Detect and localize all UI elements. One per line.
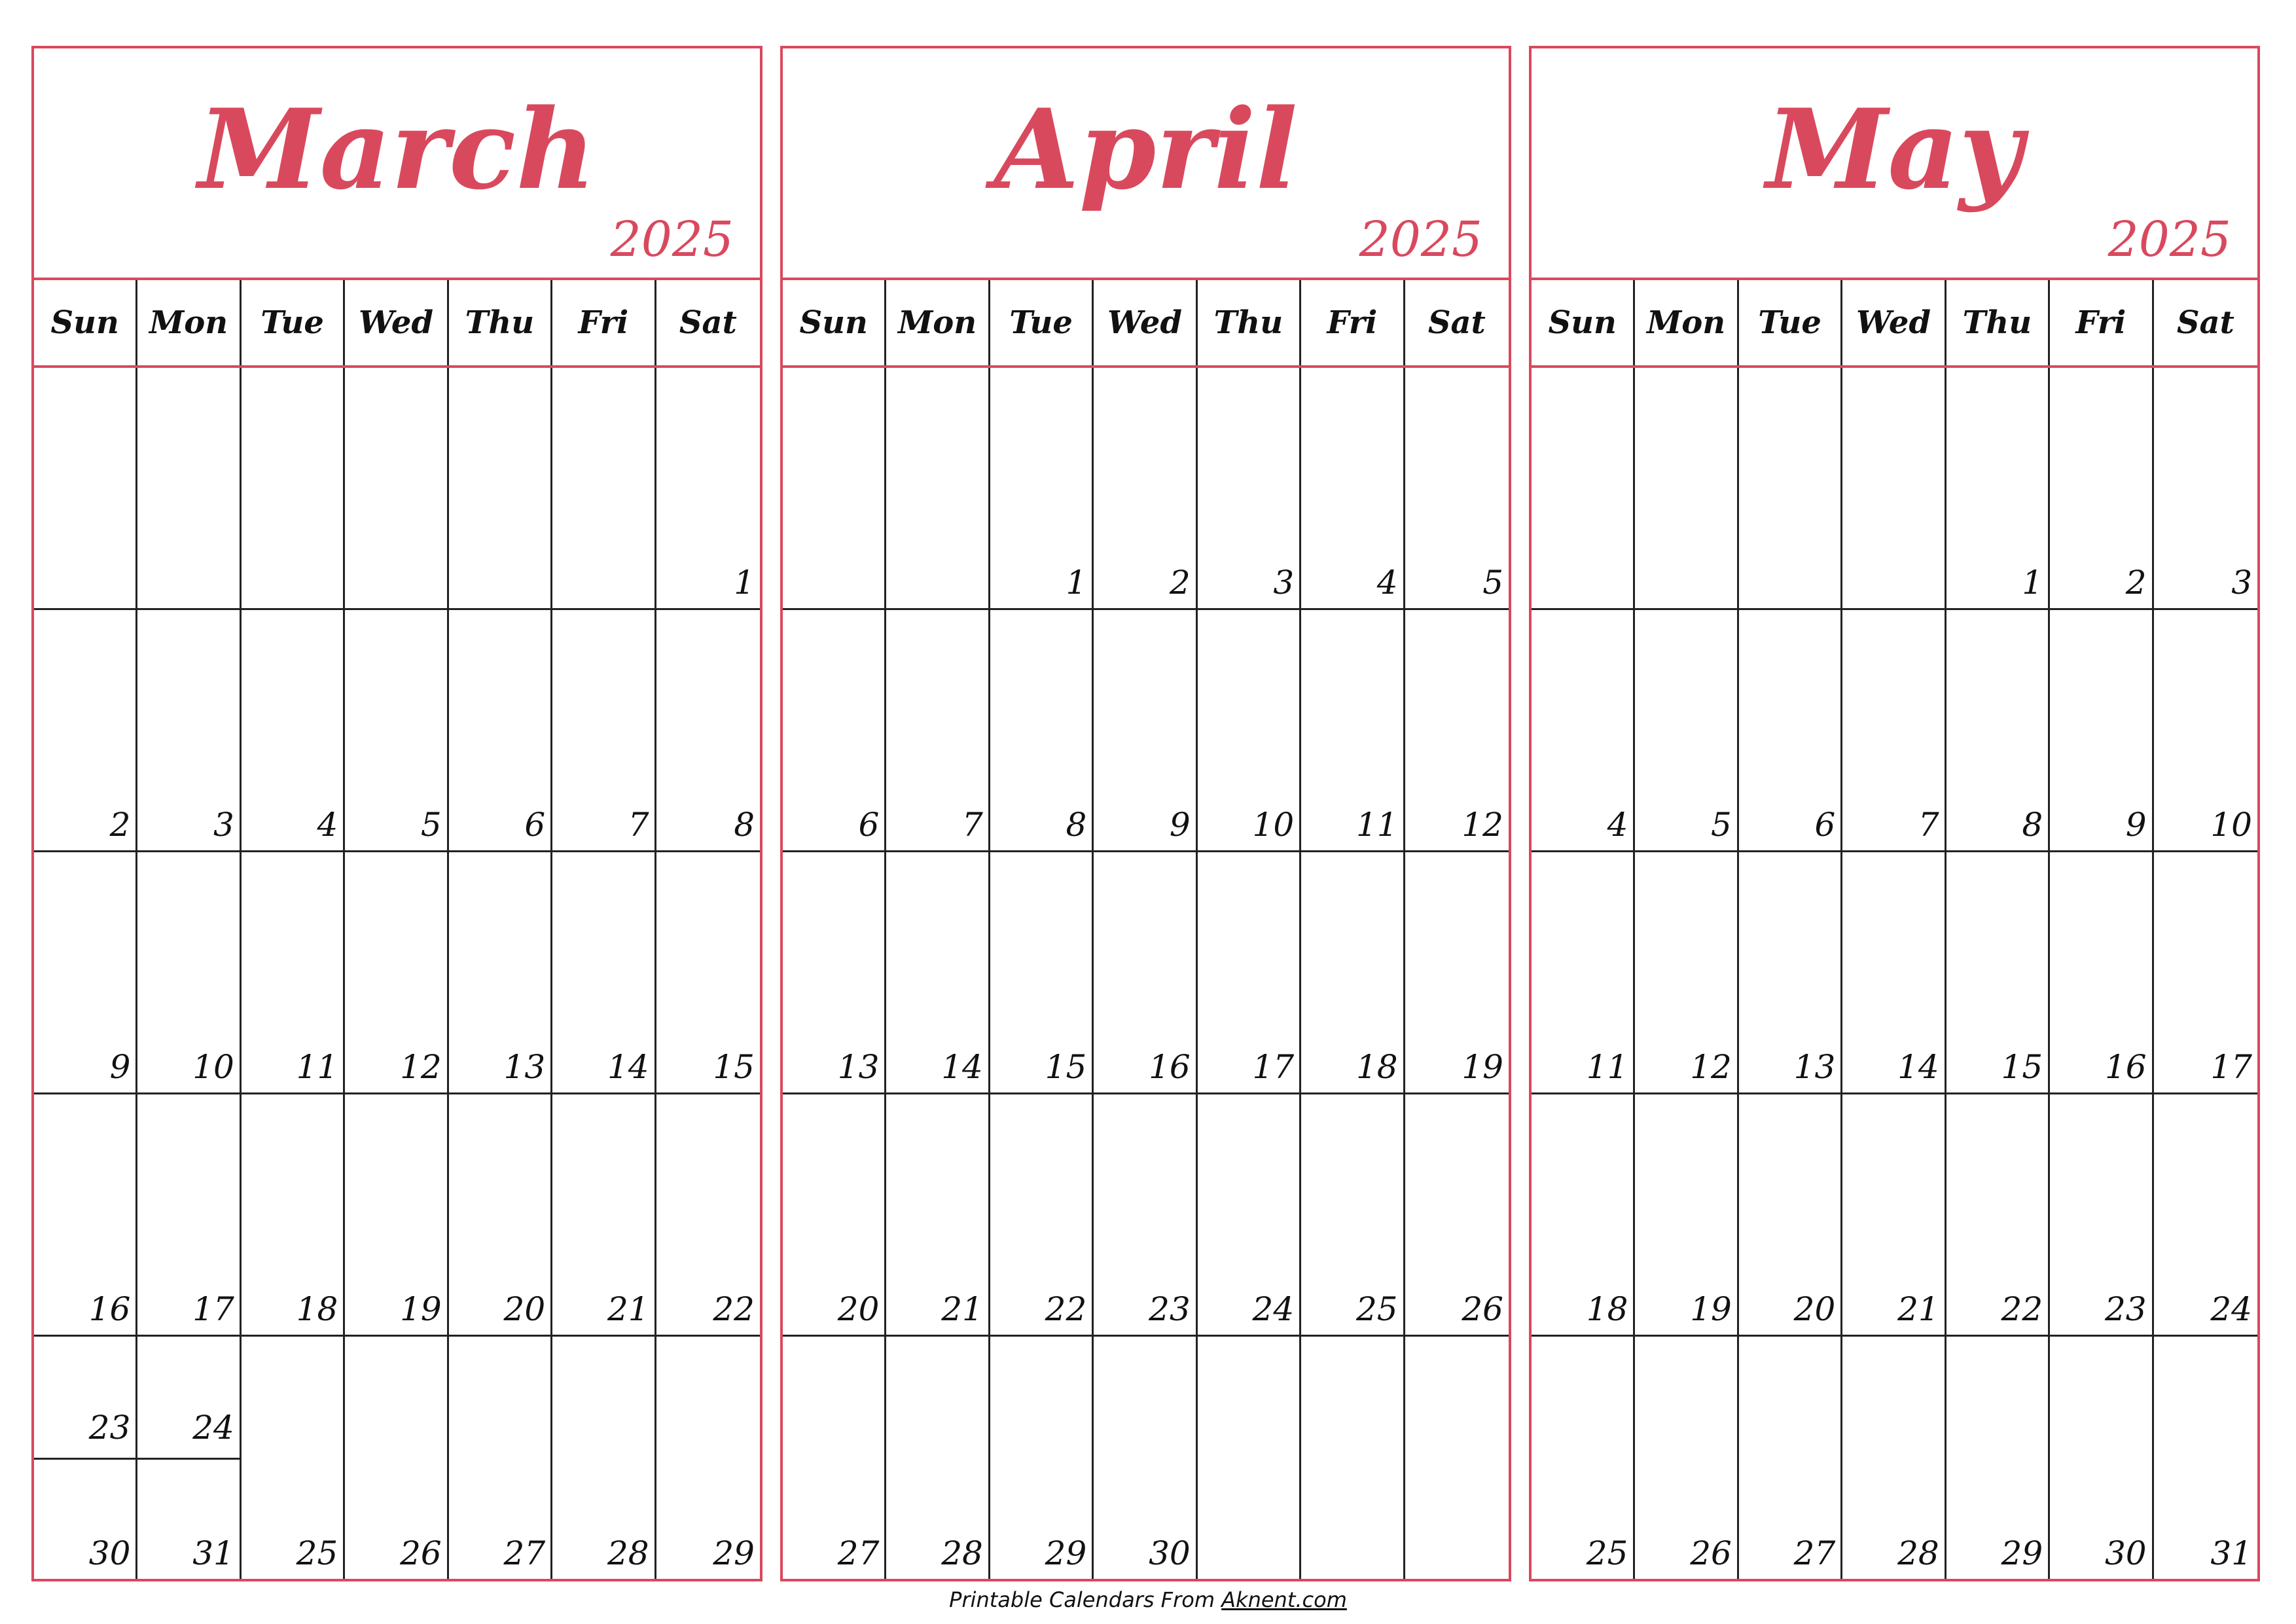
day-cell [1739,852,1842,1094]
day-cell [1635,1337,1738,1579]
day-cell [34,368,137,610]
day-number: 25 [1586,1534,1628,1572]
day-number: 6 [524,806,546,844]
month-panel-march [31,46,762,1581]
day-cell [449,1337,552,1579]
day-cell [1301,610,1405,852]
day-number: 25 [1355,1290,1398,1328]
day-cell [1739,1094,1842,1337]
day-number: 20 [1793,1290,1836,1328]
weekday-tue: Tue [990,280,1094,365]
day-number: 3 [1273,564,1295,602]
weekday-fri: Fri [552,280,656,365]
day-cell [1405,1094,1509,1337]
day-cell [1301,852,1405,1094]
day-cell [242,852,345,1094]
day-number: 5 [420,806,442,844]
day-number: 4 [1376,564,1398,602]
day-number: 15 [1045,1048,1087,1086]
day-number: 7 [628,806,649,844]
day-cell [1739,610,1842,852]
day-cell [2154,610,2257,852]
day-number: 24 [192,1409,234,1447]
weekday-mon: Mon [137,280,241,365]
month-header [1532,48,2257,280]
weekday-header-row [1532,280,2257,368]
day-number: 30 [2104,1534,2147,1572]
weekday-fri: Fri [1301,280,1405,365]
day-number: 23 [2104,1290,2147,1328]
day-number: 18 [1586,1290,1628,1328]
day-cell [1946,852,2050,1094]
weekday-sat: Sat [2176,304,2234,341]
weekday-header-row [783,280,1509,368]
day-number: 1 [734,564,755,602]
day-cell [1635,368,1738,610]
day-number: 10 [192,1048,234,1086]
day-number: 27 [837,1534,880,1572]
day-number: 14 [607,1048,649,1086]
day-number: 21 [941,1290,983,1328]
day-cell [656,368,760,610]
day-number: 17 [1252,1048,1295,1086]
day-number: 1 [1066,564,1087,602]
day-cell [2050,1337,2153,1579]
day-cell [1635,852,1738,1094]
day-number: 15 [2001,1048,2043,1086]
day-cell [345,1094,448,1337]
split-divider [137,1458,239,1460]
day-cell [2154,368,2257,610]
weekday-tue: Tue [242,280,345,365]
day-cell [886,1337,990,1579]
day-number: 19 [1462,1048,1503,1086]
day-cell [552,610,656,852]
day-number: 27 [1793,1534,1836,1572]
day-cell [656,1094,760,1337]
day-number: 2 [109,806,131,844]
day-cell [1301,1094,1405,1337]
weekday-mon: Mon [886,280,990,365]
day-number: 18 [296,1290,338,1328]
day-cell [552,1337,656,1579]
weekday-wed: Wed [1094,280,1197,365]
day-number: 7 [962,806,983,844]
day-cell [345,610,448,852]
day-cell [137,1337,241,1579]
day-number: 21 [607,1290,649,1328]
day-cell [783,368,886,610]
day-number: 9 [2125,806,2147,844]
day-cell [2154,1337,2257,1579]
day-cell [2050,852,2153,1094]
day-cell [990,1337,1094,1579]
day-cell [656,610,760,852]
day-number: 22 [1045,1290,1087,1328]
weekday-thu: Thu [1198,280,1301,365]
day-cell [2154,852,2257,1094]
weekday-mon: Mon [1635,280,1738,365]
day-cell [137,852,241,1094]
weekday-sat: Sat [679,304,737,341]
weekday-thu: Thu [1946,280,2050,365]
day-cell [1094,852,1197,1094]
day-cell [34,852,137,1094]
day-number: 24 [2210,1290,2252,1328]
day-number: 16 [2104,1048,2147,1086]
day-cell [345,852,448,1094]
weekday-thu: Thu [449,280,552,365]
day-cell [1635,1094,1738,1337]
day-number: 13 [1793,1048,1836,1086]
day-cell [449,852,552,1094]
day-cell [656,852,760,1094]
day-cell [449,610,552,852]
day-cell [242,610,345,852]
day-cell [242,1337,345,1579]
day-number: 10 [1252,806,1295,844]
day-number: 13 [503,1048,546,1086]
weekday-sat: Sat [1427,304,1486,341]
day-cell [34,1094,137,1337]
footer-credit [0,1587,2296,1612]
weekday-header-row [34,280,760,368]
weekday-sun: Sun [34,280,137,365]
day-cell [552,852,656,1094]
month-panel-april [780,46,1511,1581]
day-cell [1842,1094,1946,1337]
day-number: 29 [1045,1534,1087,1572]
day-grid [783,368,1509,1579]
day-cell [34,1337,137,1579]
day-cell [1301,368,1405,610]
day-number: 6 [1814,806,1836,844]
day-number: 12 [1690,1048,1732,1086]
day-cell [886,368,990,610]
day-cell [990,368,1094,610]
day-number: 26 [400,1534,442,1572]
month-name: April [994,84,1298,214]
footer-prefix: Printable Calendars From [949,1587,1222,1612]
day-number: 9 [1169,806,1191,844]
day-cell [990,1094,1094,1337]
day-number: 2 [1169,564,1191,602]
day-number: 24 [1252,1290,1295,1328]
month-year: 2025 [610,211,734,268]
day-number: 3 [2231,564,2252,602]
day-cell [1405,610,1509,852]
month-year: 2025 [2108,211,2231,268]
month-header [34,48,760,280]
month-name: May [1766,84,2023,214]
day-cell [1198,610,1301,852]
day-cell [552,368,656,610]
day-number: 26 [1690,1534,1732,1572]
day-number: 2 [2125,564,2147,602]
day-number: 30 [1149,1534,1191,1572]
day-cell [886,852,990,1094]
day-cell [1842,368,1946,610]
day-number: 19 [400,1290,442,1328]
day-number: 16 [88,1290,131,1328]
day-number: 11 [1586,1048,1628,1086]
day-number: 16 [1149,1048,1191,1086]
day-cell [783,1337,886,1579]
weekday-wed: Wed [345,280,448,365]
day-number: 8 [734,806,755,844]
weekday-tue: Tue [1739,280,1842,365]
day-cell [1532,1094,1635,1337]
day-number: 25 [296,1534,338,1572]
day-number: 8 [1066,806,1087,844]
day-number: 21 [1897,1290,1939,1328]
day-cell [886,1094,990,1337]
day-cell [886,610,990,852]
day-number: 8 [2022,806,2043,844]
day-number: 22 [713,1290,755,1328]
day-number: 31 [2210,1534,2252,1572]
day-cell [1842,610,1946,852]
day-number: 3 [213,806,234,844]
day-number: 1 [2022,564,2043,602]
day-number: 17 [2210,1048,2252,1086]
day-number: 28 [1897,1534,1939,1572]
month-name: March [198,84,596,214]
day-number: 18 [1355,1048,1398,1086]
day-cell [137,368,241,610]
day-cell [1946,1337,2050,1579]
day-number: 14 [1897,1048,1939,1086]
day-number: 19 [1690,1290,1732,1328]
day-cell [1198,1094,1301,1337]
day-cell [34,610,137,852]
day-number: 23 [1149,1290,1191,1328]
weekday-fri: Fri [2050,280,2153,365]
day-number: 5 [1482,564,1503,602]
day-cell [1946,1094,2050,1337]
day-cell [1198,852,1301,1094]
day-cell [1532,610,1635,852]
day-grid [1532,368,2257,1579]
month-year: 2025 [1359,211,1482,268]
day-cell [242,368,345,610]
weekday-sun: Sun [783,280,886,365]
day-number: 23 [88,1409,131,1447]
day-cell [1198,368,1301,610]
day-number: 27 [503,1534,546,1572]
day-number: 5 [1711,806,1732,844]
day-number: 6 [858,806,880,844]
day-cell [1532,852,1635,1094]
day-cell [2050,368,2153,610]
day-cell [2050,1094,2153,1337]
month-header [783,48,1509,280]
day-cell [1405,852,1509,1094]
day-cell [1739,1337,1842,1579]
day-cell [1094,1094,1197,1337]
day-cell [1405,368,1509,610]
day-cell [990,610,1094,852]
day-cell [1198,1337,1301,1579]
month-panel-may [1529,46,2260,1581]
day-cell [345,1337,448,1579]
day-cell [1842,852,1946,1094]
day-number: 20 [837,1290,880,1328]
day-cell [783,1094,886,1337]
split-divider [34,1458,135,1460]
day-number: 29 [713,1534,755,1572]
day-cell [1946,610,2050,852]
day-number: 28 [941,1534,983,1572]
day-number: 15 [713,1048,755,1086]
weekday-wed: Wed [1842,280,1946,365]
day-cell [1094,610,1197,852]
day-cell [1094,368,1197,610]
day-number: 20 [503,1290,546,1328]
day-cell [449,368,552,610]
day-cell [1094,1337,1197,1579]
day-number: 10 [2210,806,2252,844]
day-cell [783,610,886,852]
day-cell [1405,1337,1509,1579]
footer-link[interactable]: Aknent.com [1221,1587,1347,1612]
day-cell [783,852,886,1094]
day-number: 4 [1607,806,1628,844]
day-number: 13 [837,1048,880,1086]
day-cell [1842,1337,1946,1579]
weekday-sun: Sun [1532,280,1635,365]
day-cell [449,1094,552,1337]
day-number: 28 [607,1534,649,1572]
day-cell [2154,1094,2257,1337]
day-cell [137,1094,241,1337]
day-cell [345,368,448,610]
day-cell [552,1094,656,1337]
day-cell [990,852,1094,1094]
day-number: 14 [941,1048,983,1086]
day-number: 31 [192,1534,234,1572]
day-number: 30 [88,1534,131,1572]
day-cell [137,610,241,852]
day-number: 22 [2001,1290,2043,1328]
day-number: 4 [317,806,338,844]
day-number: 12 [1462,806,1503,844]
day-number: 9 [109,1048,131,1086]
day-cell [1532,1337,1635,1579]
day-number: 7 [1918,806,1939,844]
day-number: 12 [400,1048,442,1086]
day-cell [1946,368,2050,610]
day-cell [2050,610,2153,852]
day-number: 11 [1355,806,1398,844]
day-number: 17 [192,1290,234,1328]
day-cell [1635,610,1738,852]
day-cell [242,1094,345,1337]
day-number: 29 [2001,1534,2043,1572]
day-cell [656,1337,760,1579]
day-cell [1532,368,1635,610]
day-number: 26 [1462,1290,1503,1328]
day-grid [34,368,760,1579]
day-cell [1301,1337,1405,1579]
day-cell [1739,368,1842,610]
day-number: 11 [296,1048,338,1086]
